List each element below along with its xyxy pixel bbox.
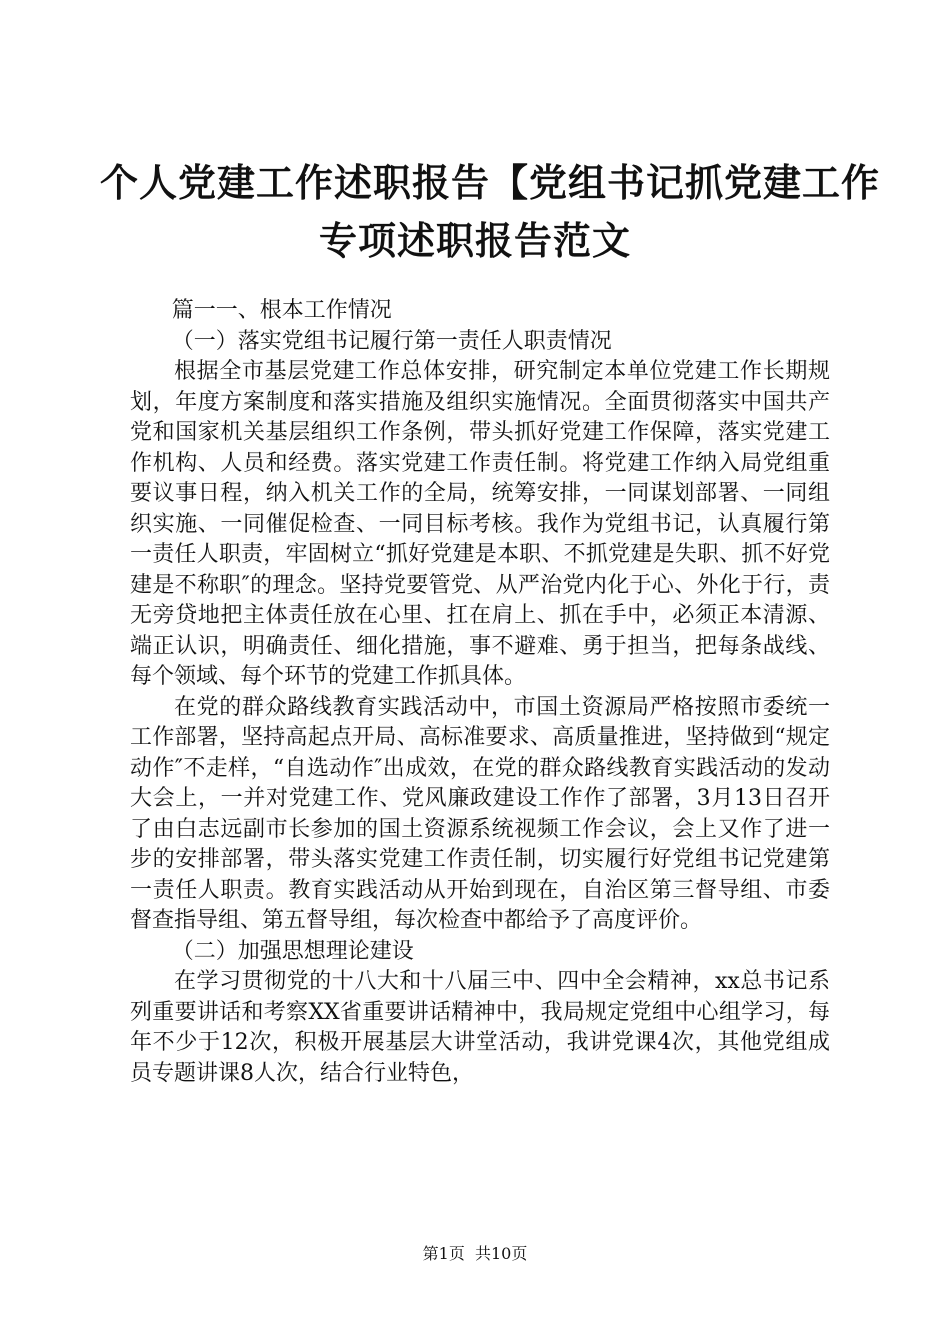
document-title-line-1: 个人党建工作述职报告【党组书记抓党建工作: [100, 161, 881, 205]
subsection-heading-two: （二）加强思想理论建设: [171, 938, 414, 964]
subsection-heading-one: （一）落实党组书记履行第一责任人职责情况: [171, 328, 612, 354]
section-heading-article-one: 篇一一、根本工作情况: [171, 298, 392, 323]
document-body: [130, 296, 830, 1089]
page-number: 第1页 共10页: [422, 1244, 528, 1263]
document-title-line-2: 专项述职报告范文: [318, 219, 631, 263]
body-paragraph: 在学习贯彻党的十八大和十八届三中、四中全会精神，xx总书记系列重要讲话和考察XX省重要讲话精神中，我局规定党组中心组学习，每年不少于12次，积极开展基层大讲堂活动，我讲党课4次，其他党组成员专题讲课8人次，结合行业特色，: [130, 969, 830, 1086]
body-paragraph: 根据全市基层党建工作总体安排，研究制定本单位党建工作长期规划，年度方案制度和落实措施及组织实施情况。全面贯彻落实中国共产党和国家机关基层组织工作条例，带头抓好党建工作保障，落实党建工作机构、人员和经费。落实党建工作责任制。将党建工作纳入局党组重要议事日程，纳入机关工作的全局，统筹安排，一同谋划部署、一同组织实施、一同催促检查、一同目标考核。我作为党组书记，认真履行第一责任人职责，牢固树立“抓好党建是本职、不抓党建是失职、抓不好党建是不称职″的理念。坚持党要管党、从严治党内化于心、外化于行，责无旁贷地把主体责任放在心里、扛在肩上、抓在手中，必须正本清源、端正认识，明确责任、细化措施，事不避难、勇于担当，把每条战线、每个领域、每个环节的党建工作抓具体。: [130, 359, 830, 689]
page-footer: [0, 1244, 950, 1264]
body-paragraph: 在党的群众路线教育实践活动中，市国土资源局严格按照市委统一工作部署，坚持高起点开局、高标准要求、高质量推进，坚持做到“规定动作″不走样，“自选动作″出成效，在党的群众路线教育实践活动的发动大会上，一并对党建工作、党风廉政建设工作作了部署，3月13日召开了由白志远副市长参加的国土资源系统视频工作会议，会上又作了进一步的安排部署，带头落实党建工作责任制，切实履行好党组书记党建第一责任人职责。教育实践活动从开始到现在，自治区第三督导组、市委督查指导组、第五督导组，每次检查中都给予了高度评价。: [130, 694, 830, 933]
